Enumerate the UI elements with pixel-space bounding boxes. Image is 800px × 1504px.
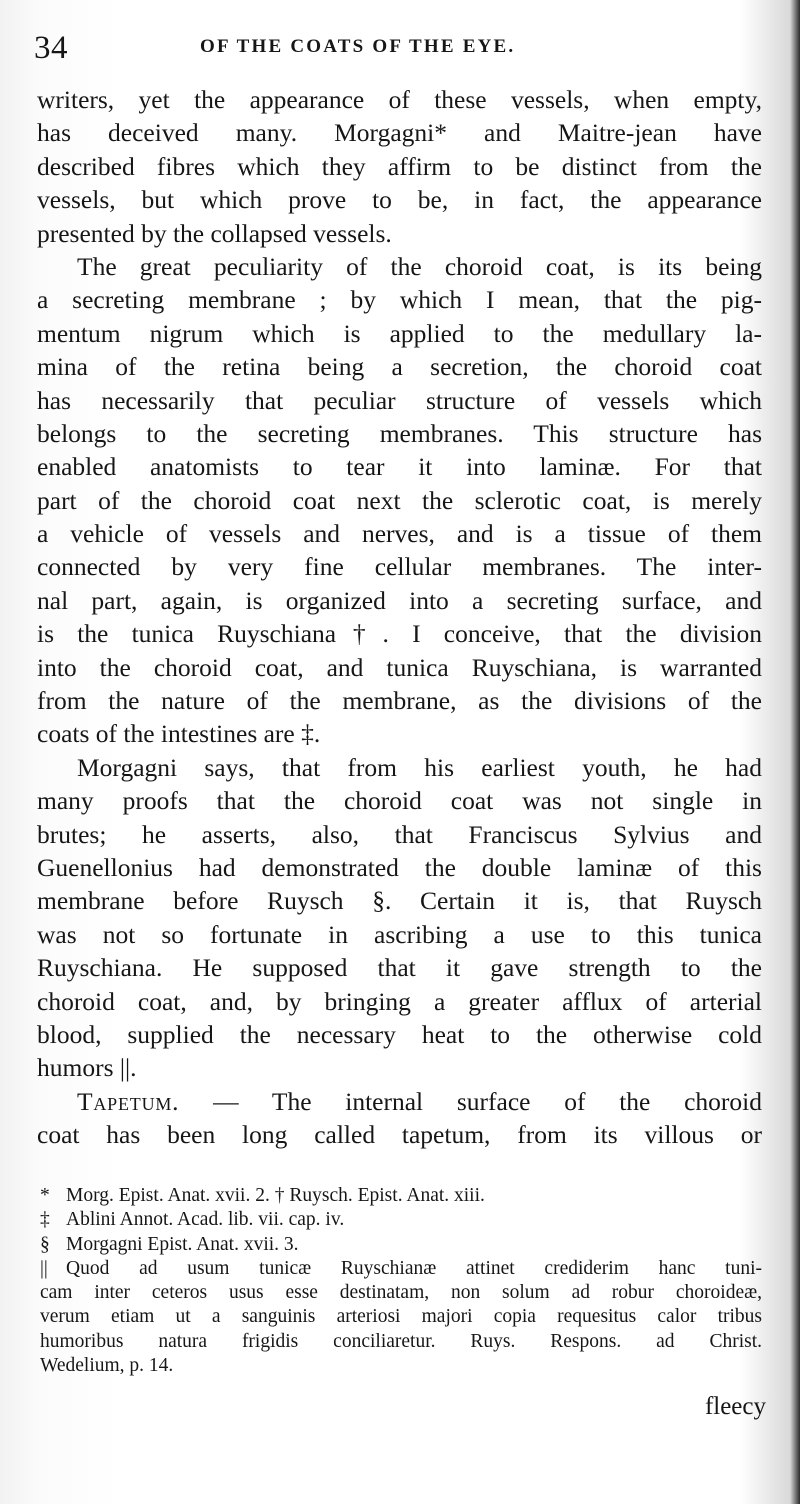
line-text: into the choroid coat, and tunica Ruyschiana, is warranted bbox=[37, 652, 762, 682]
text-line bbox=[37, 484, 762, 517]
footnote-text: Morgagni Epist. Anat. xvii. 3. bbox=[66, 1233, 299, 1255]
line-text: enabled anatomists to tear it into laminæ. For that bbox=[37, 452, 762, 482]
line-text: mina of the retina being a secretion, the choroid coat bbox=[37, 352, 762, 382]
text-line bbox=[37, 818, 762, 851]
line-text: was not so fortunate in ascribing a use to this tunica bbox=[37, 919, 762, 949]
footnote-text: Quod ad usum tunicæ Ruyschianæ attinet crediderim hanc tuni- bbox=[66, 1257, 762, 1279]
line-text: belongs to the secreting membranes. This structure has bbox=[37, 418, 762, 448]
line-text: connected by very fine cellular membranes. The inter- bbox=[37, 552, 762, 582]
text-line bbox=[37, 183, 762, 216]
page-number: 34 bbox=[34, 30, 68, 66]
line-text: part of the choroid coat next the sclerotic coat, is merely bbox=[37, 485, 762, 515]
line-text: vessels, but which prove to be, in fact, the appearance bbox=[37, 185, 762, 215]
footnote-text: Wedelium, p. 14. bbox=[40, 1355, 174, 1377]
text-line bbox=[37, 918, 762, 951]
text-line bbox=[37, 751, 762, 784]
footnote-line bbox=[40, 1330, 762, 1354]
line-text: coat has been long called tapetum, from its villous or bbox=[37, 1120, 762, 1150]
text-line bbox=[37, 450, 762, 483]
footnote-line bbox=[40, 1305, 762, 1329]
line-text: has necessarily that peculiar structure of vessels which bbox=[37, 385, 762, 415]
line-text: from the nature of the membrane, as the divisions of the bbox=[37, 686, 762, 716]
footnote-mark: § bbox=[40, 1233, 50, 1255]
text-line bbox=[37, 550, 762, 583]
footnote-line bbox=[40, 1281, 762, 1305]
footnote-text: cam inter ceteros usus esse destinatam, non solum ad robur choroideæ, bbox=[40, 1282, 762, 1304]
text-line bbox=[37, 1018, 762, 1051]
footnote-line bbox=[40, 1208, 762, 1232]
footnote-line bbox=[40, 1354, 762, 1378]
text-line bbox=[37, 1118, 762, 1151]
line-text: is the tunica Ruyschiana†. I conceive, that the division bbox=[37, 619, 762, 649]
line-text: many proofs that the choroid coat was not single in bbox=[37, 786, 762, 816]
text-line bbox=[37, 684, 762, 717]
text-line bbox=[37, 116, 762, 149]
line-text: has deceived many. Morgagni* and Maitre-jean have bbox=[37, 118, 762, 148]
text-line bbox=[37, 384, 762, 417]
text-line bbox=[37, 784, 762, 817]
footnote-line bbox=[40, 1257, 762, 1281]
line-text: — The internal surface of the choroid bbox=[179, 1086, 762, 1116]
footnote-mark: ‡ bbox=[40, 1209, 50, 1231]
line-text: presented by the collapsed vessels. bbox=[37, 218, 392, 248]
footnote-mark: * bbox=[40, 1185, 50, 1206]
line-text: a vehicle of vessels and nerves, and is a tissue of them bbox=[37, 519, 762, 549]
line-text: nal part, again, is organized into a secreting surface, and bbox=[37, 585, 762, 615]
body-text bbox=[37, 83, 762, 1152]
line-text: Ruyschiana. He supposed that it gave strength to the bbox=[37, 953, 762, 983]
line-text: The great peculiarity of the choroid coat, is its being bbox=[77, 251, 762, 281]
line-text: writers, yet the appearance of these vessels, when empty, bbox=[37, 85, 762, 114]
text-line bbox=[37, 517, 762, 550]
text-line bbox=[37, 951, 762, 984]
text-line bbox=[37, 584, 762, 617]
text-line bbox=[37, 717, 762, 750]
text-line bbox=[37, 617, 762, 650]
text-line bbox=[37, 417, 762, 450]
page-header bbox=[34, 30, 774, 70]
text-line bbox=[37, 150, 762, 183]
line-text: a secreting membrane ; by which I mean, that the pig- bbox=[37, 285, 762, 315]
line-text: choroid coat, and, by bringing a greater afflux of arterial bbox=[37, 986, 762, 1016]
line-text: Morgagni says, that from his earliest youth, he had bbox=[77, 752, 762, 782]
line-text: humors ||. bbox=[37, 1053, 137, 1083]
line-text: mentum nigrum which is applied to the medullary la- bbox=[37, 318, 762, 348]
line-text: coats of the intestines are ‡. bbox=[37, 719, 321, 749]
line-text: blood, supplied the necessary heat to the otherwise cold bbox=[37, 1019, 762, 1049]
text-line bbox=[37, 1051, 762, 1084]
catchword: fleecy bbox=[704, 1393, 766, 1420]
footnote-line bbox=[40, 1233, 762, 1257]
text-line bbox=[37, 884, 762, 917]
footnote-text: humoribus natura frigidis conciliaretur. Ruys. Respons. ad Christ. bbox=[40, 1330, 762, 1352]
text-line bbox=[37, 851, 762, 884]
section-heading: Tapetum. bbox=[77, 1086, 180, 1116]
line-text: Guenellonius had demonstrated the double laminæ of this bbox=[37, 852, 762, 882]
footnote-text: Morg. Epist. Anat. xvii. 2. † Ruysch. Epist. Anat. xiii. bbox=[66, 1185, 485, 1206]
text-line bbox=[37, 317, 762, 350]
text-line bbox=[37, 651, 762, 684]
text-line bbox=[37, 217, 762, 250]
running-head: OF THE COATS OF THE EYE. bbox=[200, 36, 516, 57]
line-text: membrane before Ruysch §. Certain it is, that Ruysch bbox=[37, 886, 762, 916]
text-line bbox=[37, 985, 762, 1018]
text-line bbox=[37, 1085, 762, 1118]
footnote-line bbox=[40, 1184, 762, 1208]
text-line bbox=[37, 283, 762, 316]
line-text: brutes; he asserts, also, that Franciscus Sylvius and bbox=[37, 819, 762, 849]
text-line bbox=[37, 250, 762, 283]
footnote-mark: || bbox=[40, 1257, 48, 1279]
footnote-text: Ablini Annot. Acad. lib. vii. cap. iv. bbox=[66, 1209, 345, 1231]
text-line bbox=[37, 83, 762, 116]
footnotes bbox=[40, 1184, 762, 1378]
text-line bbox=[37, 350, 762, 383]
line-text: described fibres which they affirm to be distinct from the bbox=[37, 151, 762, 181]
footnote-text: verum etiam ut a sanguinis arteriosi majori copia requesitus calor tribus bbox=[40, 1306, 762, 1328]
